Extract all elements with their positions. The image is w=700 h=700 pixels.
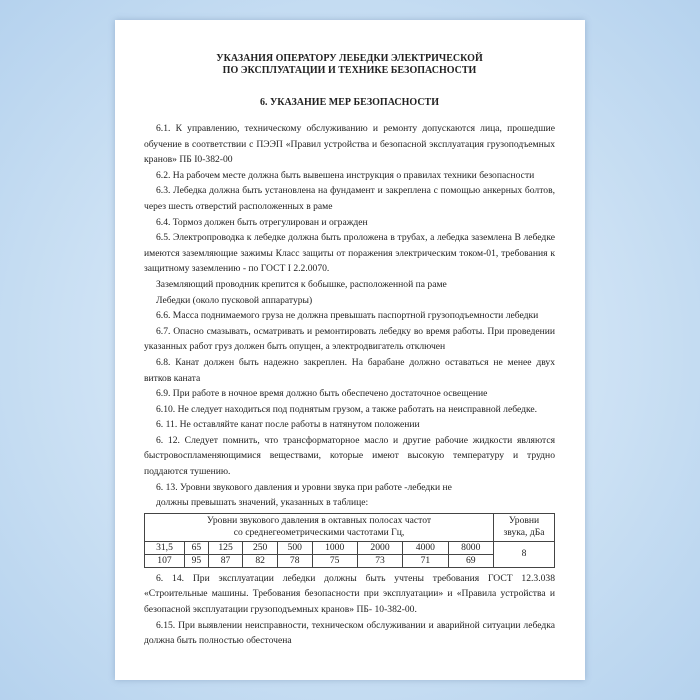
paragraph: 6. 13. Уровни звукового давления и уровни звука при работе -лебедки не xyxy=(156,481,452,493)
header-line: Уровни звукового давления в октавных полосах частот xyxy=(206,515,432,527)
frequency-cell: 250 xyxy=(243,541,278,554)
frequency-cell: 65 xyxy=(184,541,208,554)
paragraph: 6.10. Не следует находиться под поднятым грузом, а также работать на неисправной лебедке. xyxy=(156,403,538,415)
document-title xyxy=(144,53,555,77)
level-cell: 82 xyxy=(243,554,278,567)
paragraph: 6.7. Опасно смазывать, осматривать и ремонтировать лебедку во время работы. При проведении указанных работ груз должен быть опущен, а электродвигатель отключен xyxy=(144,325,555,353)
frequency-cell: 2000 xyxy=(357,541,402,554)
header-line: звука, дБа xyxy=(503,527,545,539)
level-cell: 107 xyxy=(145,554,185,567)
paragraph: 6.1. К управлению, техническому обслуживанию и ремонту допускаются лица, прошедшие обучение в соответствии с ПЭЭП «Правил устройства и безопасной эксплуатация грузоподъемных кранов» ПБ I0-382-00 xyxy=(144,123,555,166)
paragraph: 6.15. При выявлении неисправности, техническом обслуживании и аварийной ситуации лебедка должна быть полностью обесточена xyxy=(144,619,555,647)
title-line: УКАЗАНИЯ ОПЕРАТОРУ ЛЕБЕДКИ ЭЛЕКТРИЧЕСКОЙ xyxy=(216,53,483,64)
table-header-side xyxy=(494,513,555,541)
frequency-cell: 31,5 xyxy=(145,541,185,554)
paragraph: 6.6. Масса поднимаемого груза не должна превышать паспортной грузоподъемности лебедки xyxy=(156,310,539,322)
paragraph: 6.2. На рабочем месте должна быть вывешена инструкция о правилах техники безопасности xyxy=(156,169,535,181)
frequency-cell: 4000 xyxy=(403,541,448,554)
paragraph: 6. 14. При эксплуатации лебедки должны быть учтены требования ГОСТ 12.3.038 «Строительные машины. Требования безопасности при эксплуатации» и «Правила устройства и безопасной эксплуатации грузоподъемных кранов» ПБ- 10-382-00. xyxy=(144,572,555,616)
level-cell: 75 xyxy=(312,554,357,567)
level-cell: 69 xyxy=(448,554,493,567)
header-line: Уровни xyxy=(508,515,540,527)
frequency-cell: 8000 xyxy=(448,541,493,554)
level-cell: 71 xyxy=(403,554,448,567)
paragraph: Заземляющий проводник крепится к бобышке, расположенной па раме xyxy=(156,278,447,290)
sound-levels-table xyxy=(144,513,555,568)
paragraph: 6. 11. Не оставляйте канат после работы в натянутом положении xyxy=(156,419,420,431)
title-line: ПО ЭКСПЛУАТАЦИИ И ТЕХНИКЕ БЕЗОПАСНОСТИ xyxy=(222,65,477,76)
paragraph: 6. 12. Следует помнить, что трансформаторное масло и другие рабочие жидкости являются быстровоспламеняющимися веществами, которые имеют высокую температуру и трудно поддаются тушению. xyxy=(144,434,555,478)
frequency-cell: 125 xyxy=(208,541,243,554)
paragraphs-after-table xyxy=(144,571,555,649)
document-page xyxy=(115,20,585,680)
frequency-row xyxy=(145,541,555,554)
level-row xyxy=(145,554,555,567)
section-heading: 6. УКАЗАНИЕ МЕР БЕЗОПАСНОСТИ xyxy=(259,97,440,108)
level-cell: 95 xyxy=(184,554,208,567)
paragraphs-before-table xyxy=(144,121,555,511)
table-header-main xyxy=(145,513,494,541)
paragraph: 6.9. При работе в ночное время должно быть обеспечено достаточное освещение xyxy=(156,388,488,400)
paragraph: Лебедки (около пусковой аппаратуры) xyxy=(156,294,313,306)
paragraph: должны превышать значений, указанных в таблице: xyxy=(156,497,369,509)
paragraph: 6.5. Электропроводка к лебедке должна быть проложена в трубах, а лебедка заземлена В лебедке имеются заземляющие зажимы Класс защиты от поражения электрическим током-01, требования к защитному заземлению - по ГОСТ I 2.2.0070. xyxy=(144,232,555,275)
level-cell: 73 xyxy=(357,554,402,567)
level-cell: 78 xyxy=(277,554,312,567)
paragraph: 6.4. Тормоз должен быть отрегулирован и огражден xyxy=(156,216,368,228)
document-content xyxy=(144,53,555,649)
level-cell: 87 xyxy=(208,554,243,567)
paragraph: 6.3. Лебедка должна быть установлена на фундамент и закреплена с помощью анкерных болтов, через шесть отверстий расположенных в раме xyxy=(144,185,555,212)
paragraph: 6.8. Канат должен быть надежно закреплен. На барабане должно оставаться не менее двух витков каната xyxy=(144,356,555,384)
frequency-cell: 1000 xyxy=(312,541,357,554)
sound-level-cell: 8 xyxy=(494,541,555,567)
frequency-cell: 500 xyxy=(277,541,312,554)
header-line: со среднегеометрическими частотами Гц, xyxy=(233,527,405,539)
